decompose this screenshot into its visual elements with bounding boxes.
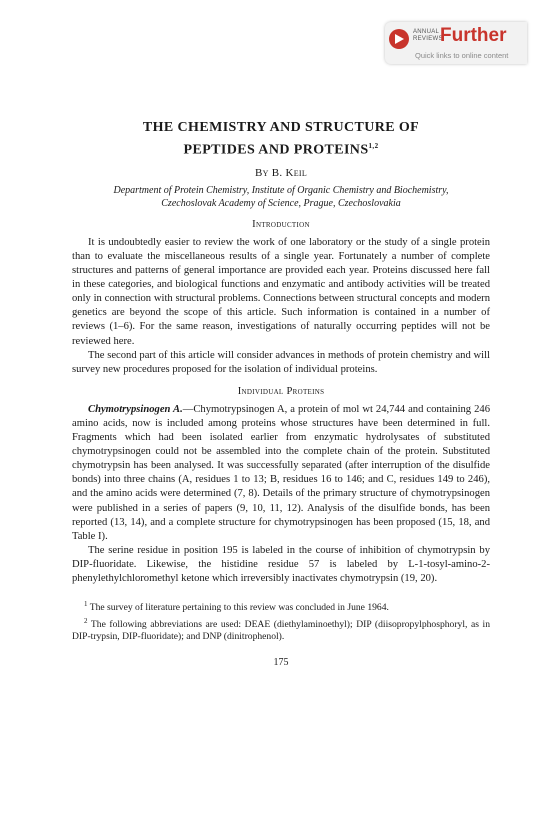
badge-publisher-label: ANNUAL REVIEWS bbox=[413, 29, 443, 42]
author-name: B. Keil bbox=[271, 166, 308, 179]
title-footnote-marks: 1,2 bbox=[368, 142, 379, 150]
section-heading-introduction: Introduction bbox=[252, 218, 310, 230]
intro-paragraph-2: The second part of this article will consider advances in methods of protein chemistry and will survey new procedures proposed for the isolation of individual proteins. bbox=[72, 349, 490, 375]
article-title: THE CHEMISTRY AND STRUCTURE OF PEPTIDES AND PROTEINS$^{1,2}$ bbox=[142, 120, 420, 158]
proteins-paragraph-2: The serine residue in position 195 is labeled in the course of inhibition of chymotrypsin by DIP-fluoridate. Likewise, the histidine residue 57 is labeled by L-1-tosyl-amino-2-phenylethylchloromethyl ketone which irreversibly inactivates chymotrypsin (19, 20). bbox=[72, 544, 490, 584]
page-number: 175 bbox=[273, 656, 289, 668]
footnote-2: $^2$ The following abbreviations are used: DEAE (diethylaminoethyl); DIP (diisopropylphosphoryl, as in DIP-trypsin, DIP-fluoridate); and DNP (dinitrophenol). bbox=[72, 616, 490, 643]
badge-brand: Further bbox=[440, 25, 507, 46]
annual-reviews-further-badge[interactable] bbox=[385, 22, 527, 64]
byline: By B. Keil bbox=[254, 166, 308, 179]
proteins-paragraph-1: Chymotrypsinogen A.—Chymotrypsinogen A, a protein of mol wt 24,744 and containing 246 amino acids, now is included among proteins whose structures have been determined in full. Fragments which had been isolated earlier from enzymatic hydrolysates of substituted chymotrypsinogen could not be assembled into the complete chain of the protein. Substituted chymotrypsin has been analysed. It was successfully separated (after interruption of the disulfide bonds) into three chains (A, residues 1 to 13; B, residues 16 to 146; and C, residues 149 to 246), and the amino acids were determined (7, 8). Details of the primary structure of chymotrypsinogen were published in a series of papers (9, 10, 11, 12). Analysis of the disulfide bonds, has been reported (13, 14), and a complete structure for chymotrypsinogen has been proposed (15, 18, and Table I). bbox=[72, 403, 490, 542]
play-arrow-icon bbox=[389, 29, 409, 49]
article-page bbox=[72, 118, 490, 670]
footnotes bbox=[72, 598, 490, 644]
footnote-1: $^1$ The survey of literature pertaining to this review was concluded in June 1964. bbox=[84, 600, 389, 614]
section-heading-individual-proteins: Individual Proteins bbox=[237, 385, 325, 397]
intro-paragraph-1: It is undoubtedly easier to review the work of one laboratory or the study of a single protein than to evaluate the miscellaneous results of a single year. Fortunately a number of complete structures and patterns of general importance are provided each year. Proteins discussed here fall in these categories, and biological functions and enzymatic and antibody activities will be treated only in connection with structural problems. Connections between structural concepts and modern genetics are beyond the scope of this article. Such information is contained in a number of reviews (1–6). For the same reason, investigations of naturally occurring peptides will not be reviewed here. bbox=[72, 236, 490, 347]
badge-subtitle: Quick links to online content bbox=[415, 51, 509, 60]
author-affiliation: Department of Protein Chemistry, Institute of Organic Chemistry and Biochemistry, Czechoslovak Academy of Science, Prague, Czechoslovakia bbox=[113, 184, 449, 209]
chymotrypsinogen-run-in-heading: Chymotrypsinogen A. bbox=[88, 403, 183, 415]
